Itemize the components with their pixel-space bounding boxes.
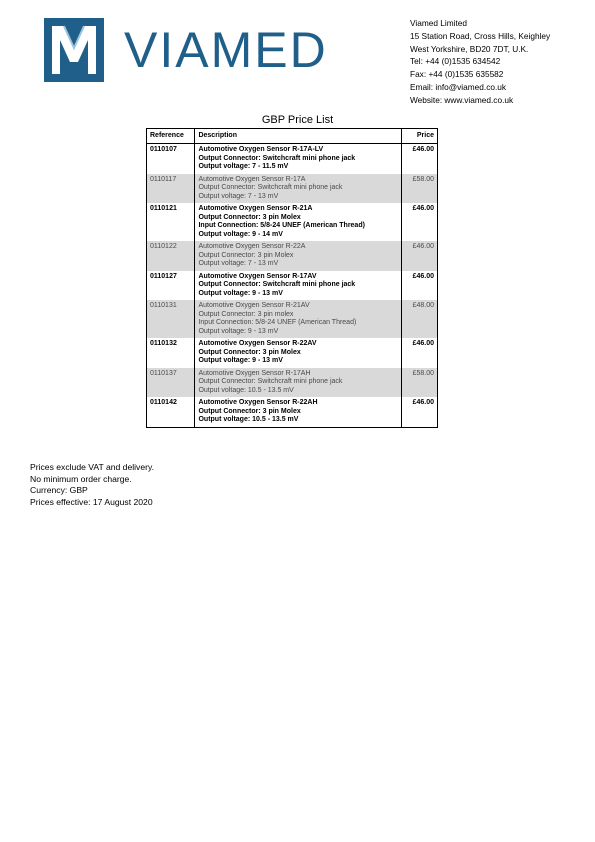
description-line: Output Connector: 3 pin Molex bbox=[198, 348, 301, 356]
note-line: Prices effective: 17 August 2020 bbox=[30, 497, 153, 508]
price-cell: £58.00 bbox=[401, 174, 437, 204]
address-line: Email: info@viamed.co.uk bbox=[410, 81, 507, 92]
reference-cell: 0110127 bbox=[147, 271, 195, 301]
description-line: Automotive Oxygen Sensor R-17AV bbox=[198, 272, 317, 280]
reference-cell: 0110131 bbox=[147, 300, 195, 338]
price-cell: £46.00 bbox=[401, 397, 437, 427]
table-row bbox=[147, 338, 438, 368]
price-cell: £46.00 bbox=[401, 144, 437, 174]
description-line: Automotive Oxygen Sensor R-17AH bbox=[198, 369, 311, 377]
description-line: Output Connector: Switchcraft mini phone jack bbox=[198, 154, 356, 162]
address-line: Fax: +44 (0)1535 635582 bbox=[410, 69, 504, 80]
reference-cell: 0110142 bbox=[147, 397, 195, 427]
reference-cell: 0110122 bbox=[147, 241, 195, 271]
description-line: Output voltage: 10.5 - 13.5 mV bbox=[198, 386, 294, 394]
description-line: Automotive Oxygen Sensor R-22AV bbox=[198, 340, 317, 347]
table-header-row bbox=[147, 129, 438, 144]
description-line: Automotive Oxygen Sensor R-17A-LV bbox=[198, 146, 324, 153]
note-line: No minimum order charge. bbox=[30, 473, 132, 484]
price-cell: £46.00 bbox=[401, 338, 437, 368]
address-line: Website: www.viamed.co.uk bbox=[410, 94, 514, 105]
table-row bbox=[147, 271, 438, 301]
description-cell bbox=[195, 368, 401, 398]
column-header-reference: Reference bbox=[147, 129, 195, 144]
table-row bbox=[147, 397, 438, 427]
table-row bbox=[147, 241, 438, 271]
note-line: Prices exclude VAT and delivery. bbox=[30, 462, 155, 472]
description-line: Automotive Oxygen Sensor R-22AH bbox=[198, 399, 318, 406]
description-cell bbox=[195, 174, 401, 204]
description-cell bbox=[195, 300, 401, 338]
logo-wordmark: VIAMED bbox=[124, 22, 328, 78]
description-cell bbox=[195, 144, 401, 174]
price-notes bbox=[30, 462, 154, 509]
table-row bbox=[147, 203, 438, 241]
description-line: Automotive Oxygen Sensor R-22A bbox=[198, 243, 306, 250]
description-line: Output voltage: 9 - 14 mV bbox=[198, 230, 283, 238]
description-line: Output Connector: 3 pin molex bbox=[198, 310, 294, 318]
viamed-logo bbox=[44, 18, 344, 82]
reference-cell: 0110137 bbox=[147, 368, 195, 398]
table-row bbox=[147, 368, 438, 398]
price-cell: £46.00 bbox=[401, 203, 437, 241]
address-line: West Yorkshire, BD20 7DT, U.K. bbox=[410, 43, 529, 54]
description-line: Output voltage: 9 - 13 mV bbox=[198, 327, 279, 335]
description-line: Output Connector: 3 pin Molex bbox=[198, 213, 301, 221]
description-cell bbox=[195, 271, 401, 301]
address-line: 15 Station Road, Cross Hills, Keighley bbox=[410, 30, 551, 41]
reference-cell: 0110117 bbox=[147, 174, 195, 204]
description-line: Output Connector: 3 pin Molex bbox=[198, 407, 301, 415]
price-cell: £46.00 bbox=[401, 241, 437, 271]
description-line: Automotive Oxygen Sensor R-17A bbox=[198, 175, 306, 183]
reference-cell: 0110121 bbox=[147, 203, 195, 241]
description-line: Output voltage: 10.5 - 13.5 mV bbox=[198, 416, 299, 423]
description-cell bbox=[195, 241, 401, 271]
description-cell bbox=[195, 338, 401, 368]
description-line: Output Connector: Switchcraft mini phone jack bbox=[198, 281, 356, 288]
description-cell bbox=[195, 203, 401, 241]
table-row bbox=[147, 174, 438, 204]
description-cell bbox=[195, 397, 401, 427]
description-line: Output voltage: 7 - 13 mV bbox=[198, 192, 279, 200]
column-header-price: Price bbox=[401, 129, 437, 144]
address-line: Tel: +44 (0)1535 634542 bbox=[410, 56, 501, 67]
table-row bbox=[147, 144, 438, 174]
column-header-description: Description bbox=[195, 129, 401, 144]
price-cell: £48.00 bbox=[401, 300, 437, 338]
description-line: Automotive Oxygen Sensor R-21A bbox=[198, 205, 313, 212]
description-line: Output Connector: Switchcraft mini phone jack bbox=[198, 184, 343, 191]
description-line: Output Connector: Switchcraft mini phone jack bbox=[198, 378, 343, 385]
price-table bbox=[146, 128, 438, 428]
description-line: Output voltage: 9 - 13 mV bbox=[198, 289, 283, 297]
address-line: Viamed Limited bbox=[410, 18, 468, 28]
description-line: Automotive Oxygen Sensor R-21AV bbox=[198, 302, 310, 309]
reference-cell: 0110132 bbox=[147, 338, 195, 368]
description-line: Input Connection: 5/8-24 UNEF (American Thread) bbox=[198, 222, 365, 229]
reference-cell: 0110107 bbox=[147, 144, 195, 174]
price-cell: £58.00 bbox=[401, 368, 437, 398]
description-line: Output voltage: 7 - 11.5 mV bbox=[198, 163, 289, 170]
note-line: Currency: GBP bbox=[30, 485, 88, 496]
table-row bbox=[147, 300, 438, 338]
description-line: Output voltage: 9 - 13 mV bbox=[198, 357, 283, 364]
logo-mark-icon bbox=[44, 18, 104, 82]
company-address bbox=[410, 17, 550, 107]
description-line: Output Connector: 3 pin Molex bbox=[198, 251, 294, 259]
description-line: Output voltage: 7 - 13 mV bbox=[198, 260, 279, 267]
price-list-title: GBP Price List bbox=[261, 114, 334, 126]
price-cell: £46.00 bbox=[401, 271, 437, 301]
description-line: Input Connection: 5/8-24 UNEF (American Thread) bbox=[198, 319, 357, 326]
